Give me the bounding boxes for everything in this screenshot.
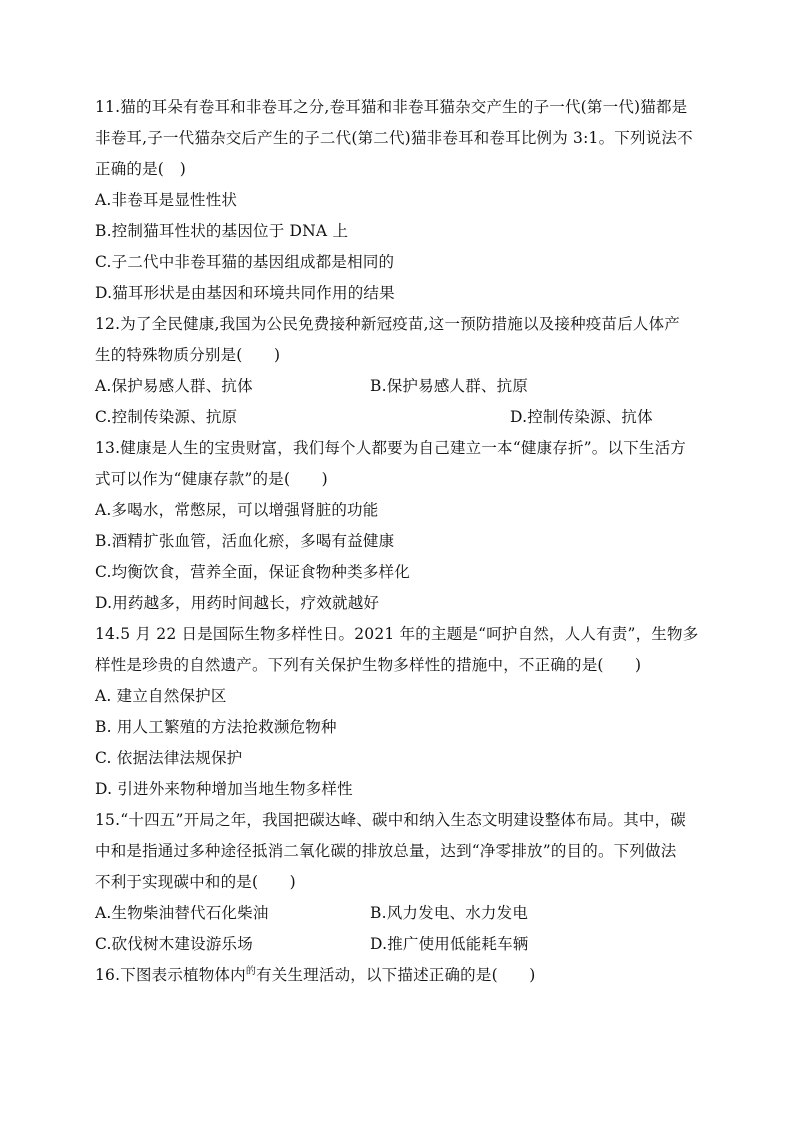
- question-11-option-d: D.猫耳形状是由基因和环境共同作用的结果: [95, 284, 395, 302]
- question-12-line-2: 生的特殊物质分别是( ): [95, 346, 281, 364]
- question-15-option-d: D.推广使用低能耗车辆: [370, 935, 529, 953]
- question-11-option-c: C.子二代中非卷耳猫的基因组成都是相同的: [95, 253, 395, 271]
- question-12-option-a: A.保护易感人群、抗体: [95, 377, 253, 395]
- question-14-line-1: 14.5 月 22 日是国际生物多样性日。2021 年的主题是“呵护自然，人人有责”，生物多: [95, 625, 699, 643]
- question-16-superscript: 的: [245, 966, 257, 977]
- question-13-option-b: B.酒精扩张血管，活血化瘀，多喝有益健康: [95, 532, 395, 550]
- question-16-line-1: [95, 965, 535, 988]
- question-15-option-a: A.生物柴油替代石化柴油: [95, 904, 269, 922]
- question-12-line-1: 12.为了全民健康,我国为公民免费接种新冠疫苗,这一预防措施以及接种疫苗后人体产: [95, 315, 681, 333]
- question-13-line-2: 式可以作为“健康存款”的是( ): [95, 470, 328, 488]
- question-15-line-2: 中和是指通过多种途径抵消二氧化碳的排放总量，达到“净零排放”的目的。下列做法: [95, 842, 677, 860]
- question-13-option-a: A.多喝水，常憋尿，可以增强肾脏的功能: [95, 501, 379, 519]
- question-14-option-b: B. 用人工繁殖的方法抢救濒危物种: [95, 718, 337, 736]
- question-13-option-d: D.用药越多，用药时间越长，疗效就越好: [95, 594, 380, 612]
- question-11-line-1: 11.猫的耳朵有卷耳和非卷耳之分,卷耳猫和非卷耳猫杂交产生的子一代(第一代)猫都是: [95, 98, 688, 116]
- question-12-option-c: C.控制传染源、抗原: [95, 408, 238, 426]
- question-15-line-1: 15.“十四五”开局之年，我国把碳达峰、碳中和纳入生态文明建设整体布局。其中，碳: [95, 811, 687, 829]
- question-15-option-c: C.砍伐树木建设游乐场: [95, 935, 253, 953]
- question-15-line-3: 不利于实现碳中和的是( ): [95, 873, 296, 891]
- question-11-option-b: B.控制猫耳性状的基因位于 DNA 上: [95, 222, 349, 240]
- question-14-line-2: 样性是珍贵的自然遗产。下列有关保护生物多样性的措施中，不正确的是( ): [95, 656, 642, 674]
- question-12-option-d: D.控制传染源、抗体: [510, 408, 653, 426]
- question-16-text-end: 有关生理活动，以下描述正确的是( ): [256, 966, 536, 984]
- question-13-line-1: 13.健康是人生的宝贵财富，我们每个人都要为自己建立一本“健康存折”。以下生活方: [95, 439, 687, 457]
- question-14-option-a: A. 建立自然保护区: [95, 687, 227, 705]
- question-12-option-b: B.保护易感人群、抗原: [370, 377, 529, 395]
- question-11-option-a: A.非卷耳是显性性状: [95, 191, 238, 209]
- question-11-line-3: 正确的是( ): [95, 160, 186, 178]
- question-15-option-b: B.风力发电、水力发电: [370, 904, 529, 922]
- question-11-line-2: 非卷耳,子一代猫杂交后产生的子二代(第二代)猫非卷耳和卷耳比例为 3:1。下列说法不: [95, 129, 693, 147]
- question-13-option-c: C.均衡饮食，营养全面，保证食物种类多样化: [95, 563, 410, 581]
- question-14-option-d: D. 引进外来物种增加当地生物多样性: [95, 780, 353, 798]
- question-16-text-start: 16.下图表示植物体内: [95, 966, 246, 984]
- question-14-option-c: C. 依据法律法规保护: [95, 749, 243, 767]
